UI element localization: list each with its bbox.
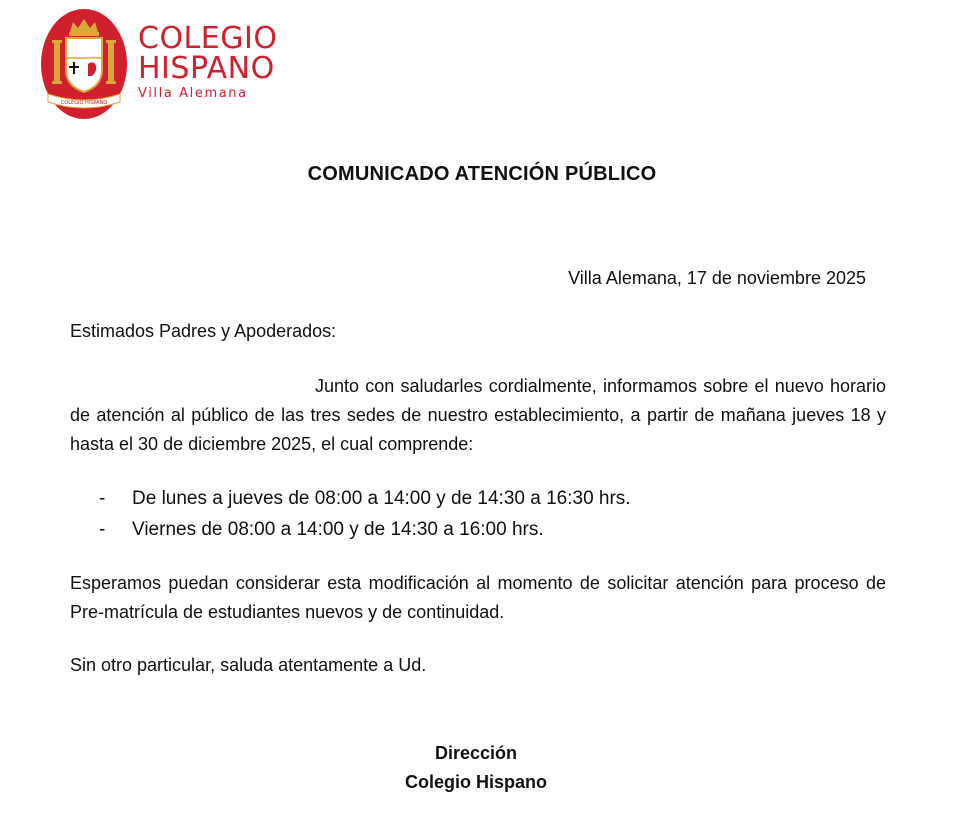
document-title: COMUNICADO ATENCIÓN PÚBLICO	[307, 163, 657, 185]
list-bullet: -	[99, 519, 106, 540]
signature-department: Dirección	[434, 743, 518, 763]
school-logo	[40, 8, 300, 120]
schedule-text: De lunes a jueves de 08:00 a 14:00 y de 14:30 a 16:30 hrs.	[132, 488, 631, 509]
schedule-item-friday	[99, 514, 631, 545]
list-bullet: -	[99, 488, 106, 509]
signature-school: Colegio Hispano	[404, 772, 547, 792]
request-paragraph: Esperamos puedan considerar esta modificación al momento de solicitar atención para proceso de Pre-matrícula de estudiantes nuevos y de continuidad.	[70, 573, 886, 622]
intro-paragraph: Junto con saludarles cordialmente, informamos sobre el nuevo horario de atención al público de las tres sedes de nuestro establecimiento, a partir de mañana jueves 18 y hasta el 30 de diciembre 2025, el cual comprende:	[70, 376, 886, 454]
salutation: Estimados Padres y Apoderados:	[70, 321, 337, 341]
school-crest-icon	[40, 8, 128, 120]
schedule-list	[99, 483, 631, 545]
closing-line: Sin otro particular, saluda atentamente a Ud.	[70, 655, 427, 675]
seal-ribbon-text: COLEGIO HISPANO	[60, 100, 108, 106]
logo-line-location: Villa Alemana	[138, 86, 248, 101]
logo-wordmark	[138, 21, 278, 102]
schedule-item-mon-thu	[99, 483, 631, 514]
date-line: Villa Alemana, 17 de noviembre 2025	[568, 268, 866, 288]
schedule-text: Viernes de 08:00 a 14:00 y de 14:30 a 16:00 hrs.	[132, 519, 544, 540]
logo-line-colegio: COLEGIO	[138, 21, 278, 56]
logo-line-hispano: HISPANO	[138, 51, 275, 86]
